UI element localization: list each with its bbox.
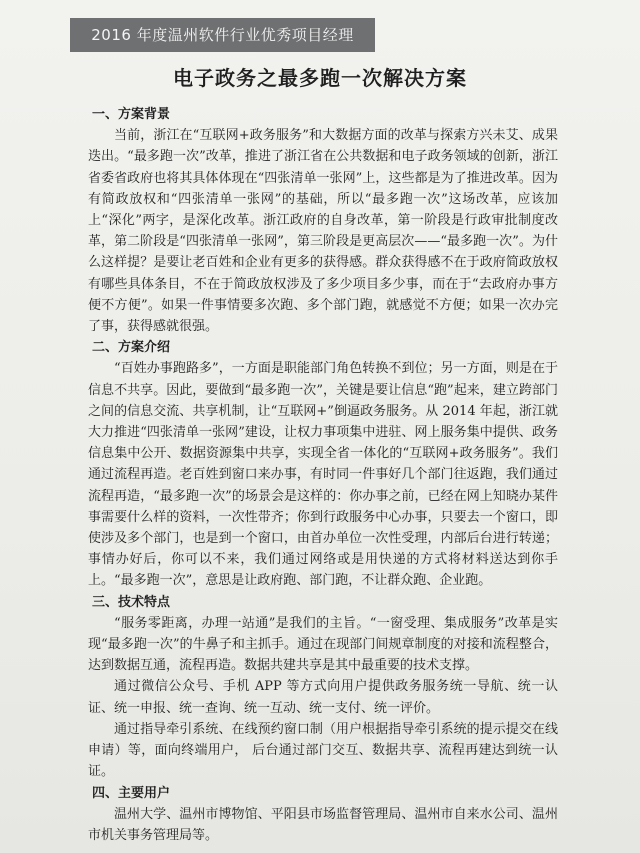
header-banner: 2016 年度温州软件行业优秀项目经理 bbox=[70, 18, 375, 52]
paragraph: “服务零距离，办理一站通”是我们的主旨。“一窗受理、集成服务”改革是实现“最多跑一次”的牛鼻子和主抓手。通过在现部门间规章制度的对接和流程整合，达到数据互通，流程再造。数据共建共享是其中最重要的技术支撑。 bbox=[88, 615, 558, 674]
section-heading-users: 四、主要用户 bbox=[92, 785, 171, 801]
document-title: 电子政务之最多跑一次解决方案 bbox=[173, 66, 467, 90]
paragraph: 温州大学、温州市博物馆、平阳县市场监督管理局、温州市自来水公司、温州市机关事务管理局等。 bbox=[88, 806, 558, 843]
document-body bbox=[88, 104, 558, 846]
section-heading-introduction: 二、方案介绍 bbox=[92, 340, 171, 356]
section-heading-features: 三、技术特点 bbox=[92, 594, 171, 610]
paragraph: “百姓办事跑路多”，一方面是职能部门角色转换不到位；另一方面，则是在于信息不共享。因此，要做到“最多跑一次”，关键是要让信息“跑”起来，建立跨部门之间的信息交流、共享机制，让“互联网+”倒逼政务服务。从 2014 年起，浙江就大力推进“四张清单一张网”建设，让权力事项集中进驻、网上服务集中提供、政务信息集中公开、数据资源集中共享，实现全省一体化的“互联网+政务服务”。我们通过流程再造。老百姓到窗口来办事，有时同一件事好几个部门往返跑，我们通过流程再造，“最多跑一次”的场景会是这样的：你办事之前，已经在网上知晓办某件事需要什么样的资料，一次性带齐；你到行政服务中心办事，只要去一个窗口，即使涉及多个部门，也是到一个窗口，由首办单位一次性受理，内部后台进行转递；事情办好后，你可以不来，我们通过网络或是用快递的方式将材料送达到你手上。“最多跑一次”，意思是让政府跑、部门跑，不让群众跑、企业跑。 bbox=[88, 361, 558, 589]
paragraph: 当前，浙江在“互联网+政务服务”和大数据方面的改革与探索方兴未艾、成果迭出。“最多跑一次”改革，推进了浙江省在公共数据和电子政务领域的创新，浙江省委省政府也将其具体体现在“四张清单一张网”上，这些都是为了推进改革。因为有简政放权和“四张清单一张网”的基础，所以“最多跑一次”这场改革，应该加上“深化”两字，是深化改革。浙江政府的自身改革，第一阶段是行政审批制度改革，第二阶段是“四张清单一张网”，第三阶段是更高层次——“最多跑一次”。为什么这样提？是要让老百姓和企业有更多的获得感。群众获得感不在于政府简政放权有哪些具体条目，不在于简政放权涉及了多少项目多少事，而在于“去政府办事方便不方便”。如果一件事情要多次跑、多个部门跑，就感觉不方便；如果一次办完了事，获得感就很强。 bbox=[88, 128, 558, 335]
section-heading-background: 一、方案背景 bbox=[92, 107, 171, 122]
paragraph: 通过微信公众号、手机 APP 等方式向用户提供政务服务统一导航、统一认证、统一申报、统一查询、统一互动、统一支付、统一评价。 bbox=[88, 679, 558, 716]
paragraph: 通过指导牵引系统、在线预约窗口制（用户根据指导牵引系统的提示提交在线申请）等，面向终端用户， 后台通过部门交互、数据共享、流程再建达到统一认证。 bbox=[88, 721, 558, 780]
